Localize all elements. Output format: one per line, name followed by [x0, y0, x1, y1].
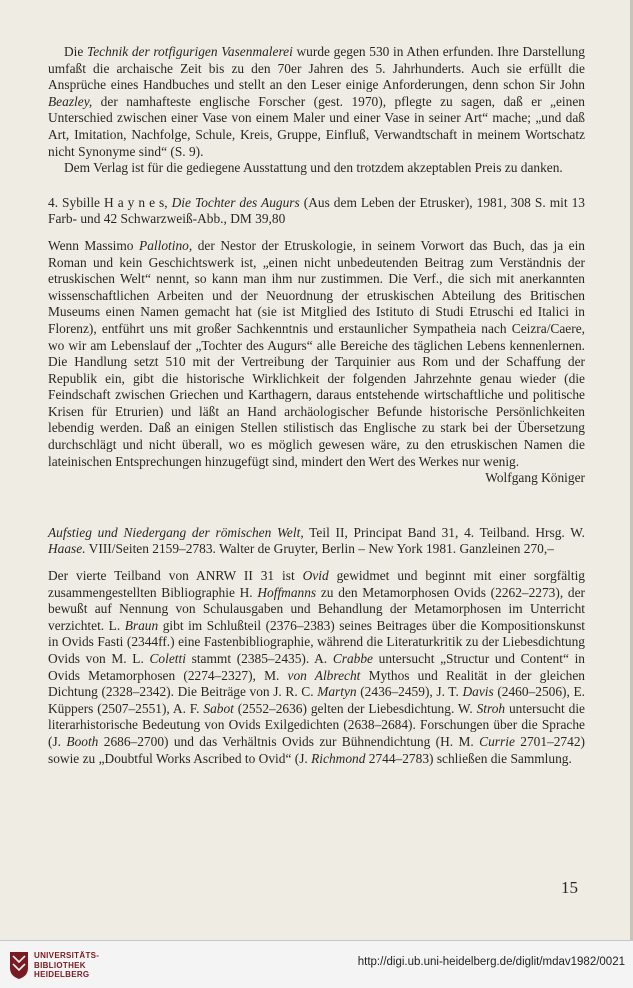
author-name: Beazley,: [48, 93, 93, 109]
text-run: (Aus dem Leben der Etrusker), 1981, 308 S. mit 13 Farb- und 42 Schwarzweiß-Abb., DM 39,80: [48, 194, 585, 227]
text-run: (2460–2506), E. Küppers (2507–2551), A. F.: [48, 684, 585, 716]
logo-line: BIBLIOTHEK: [34, 960, 86, 970]
text-run: 2686–2700) und das Verhältnis Ovids zur Bühnendichtung (H. M.: [98, 733, 480, 749]
text-run: (2436–2459), J. T.: [356, 684, 463, 700]
text-run: zu den Metamorphosen Ovids (2262–2273), der bewußt auf Nennung von Schulausgaben und Behandlung der Metamorphosen im Unterricht verzichtet. L.: [48, 584, 585, 633]
text-run: gewidmet und beginnt mit einer sorgfältig zusammengestellten Bibliographie H.: [48, 568, 585, 600]
author-name: Coletti: [149, 651, 186, 666]
logo-line: UNIVERSITÄTS-: [34, 951, 100, 960]
university-seal-icon: [8, 950, 30, 980]
text-run: untersucht „Structur und Content“ in Ovids Metamorphosen (2274–2327), M.: [48, 651, 585, 683]
text-run: 2701–2742) sowie zu „Doubtful Works Ascribed to Ovid“ (J.: [48, 733, 585, 766]
review2-body: [48, 238, 585, 470]
author-name: Ovid: [302, 568, 329, 584]
author-name: Braun: [124, 617, 159, 633]
text-run: stammt (2385–2435). A.: [185, 651, 333, 666]
author-name: Richmond: [311, 750, 366, 766]
text-run: Mythos und Realität in der gleichen Dichtung (2328–2342). Die Beiträge von J. R. C.: [48, 667, 586, 700]
text-run: VIII/Seiten 2159–2783. Walter de Gruyter, Berlin – New York 1981. Ganzleinen 270,–: [85, 541, 554, 557]
text-run: 2744–2783) schließen die Sammlung.: [365, 750, 572, 766]
review-text-block: [48, 44, 585, 767]
permalink-url[interactable]: http://digi.ub.uni-heidelberg.de/diglit/mdav1982/0021: [357, 956, 625, 968]
book-title: Aufstieg und Niedergang der römischen Welt,: [48, 524, 304, 540]
author-name: Hoffmanns: [257, 584, 317, 600]
review1-paragraph: [48, 44, 585, 160]
text-run: Teil II, Principat Band 31, 4. Teilband. Hrsg. W.: [303, 524, 585, 540]
review3-heading: [48, 525, 585, 558]
editor-name: Haase.: [48, 541, 86, 557]
viewer-footer: [0, 940, 633, 988]
review1-closing-paragraph: Dem Verlag ist für die gediegene Ausstattung und den trotzdem akzeptablen Preis zu danken.: [64, 160, 563, 176]
review3-body: [48, 568, 585, 767]
text-run: der namhafteste englische Forscher (gest. 1970), pflegte zu sagen, daß er „einen Unterschied zwischen einer Vase von einem Maler und einer Vase in seiner Art“ mache; „und daß Art, Imitation, Nachfolge, Schule, Kreis, Gruppe, Einfluß, Verwandtschaft in meinem Wortschatz nicht Synonyme sind“ (S. 9).: [48, 93, 585, 159]
author-name: Martyn: [317, 684, 357, 700]
book-title: Die Tochter des Augurs: [171, 194, 300, 210]
reviewer-signature: Wolfgang Königer: [485, 470, 585, 486]
author-name: von Albrecht: [287, 667, 361, 683]
author-name: Pallotino,: [139, 237, 193, 253]
author-name: Currie: [479, 733, 515, 749]
author-name: Davis: [462, 684, 494, 700]
text-run: (2552–2636) gelten der Liebesdichtung. W.: [233, 700, 477, 716]
text-run: Die: [64, 44, 87, 59]
author-name: Crabbe: [332, 651, 373, 666]
text-run: Der vierte Teilband von ANRW II 31 ist: [48, 568, 303, 584]
logo-line: HEIDELBERG: [34, 970, 90, 979]
text-run: gibt im Schlußteil (2376–2383) seines Beitrages über die Kompositionskunst in Ovids Fasti (2344ff.) eine Fastenbibliographie, während die Literaturkritik zu der Liebesdichtung Ovids von M. L.: [48, 617, 585, 666]
author-name: Booth: [66, 733, 99, 749]
author-name: Stroh: [476, 700, 506, 716]
text-run: 4. Sybille H a y n e s,: [48, 194, 172, 210]
book-title: Technik der rotfigurigen Vasenmalerei: [87, 44, 293, 59]
text-run: Wenn Massimo: [48, 237, 140, 253]
library-logo-text: [34, 951, 99, 980]
text-run: untersucht die literarhistorische Bedeutung von Ovids Exilgedichten (2638–2684). Forschungen über die Sprache (J.: [48, 700, 585, 749]
text-run: der Nestor der Etruskologie, in seinem Vorwort das Buch, das ja ein Roman und kein Geschichtswerk ist, „einen nicht unbedeutenden Beitrag zum Verständnis der etruskischen Welt“ nennt, so kann man ihm nur zustimmen. Die Verf., die sich mit anerkannten wissenschaftlichen Arbeiten und der Neuordnung der etruskischen Abteilung des Britischen Museums einen Namen gemacht hat (sie ist Mitglied des Istituto di Studi Etruschi ed Italici in Florenz), entführt uns mit großer Sachkenntnis und erstaunlicher Sympatheia nach Ceizra/Caere, wo wir am Lebenslauf der „Tochter des Augurs“ alle Bereiche des täglichen Lebens kennenlernen. Die Handlung setzt 510 mit der Vertreibung der Tarquinier aus Rom und der Schaffung der Republik ein, gibt die historische Wirklichkeit der folgenden Jahrzehnte genau wieder (die Feindschaft zwischen Griechen und Karthagern, daraus entstehende wirtschaftliche und politische Krisen für Etrurien) und läßt an Hand archäologischer Befunde historische Persönlichkeiten lebendig werden. Daß an einigen Stellen stilistisch das Englische zu stark bei der Übersetzung durchschlägt und nicht überall, wo es möglich gewesen wäre, zu den etruskischen Namen die lateinischen Entsprechungen hinzugefügt sind, mindert den Wert des Werkes nur wenig.: [48, 237, 585, 469]
author-name: Sabot: [203, 700, 234, 716]
review2-heading: [48, 195, 585, 228]
text-run: wurde gegen 530 in Athen erfunden. Ihre Darstellung umfaßt die archaische Zeit bis zu den 70er Jahren des 5. Jahrhunderts. Auch sie erfüllt die Ansprüche eines Handbuches und stellt an den Leser einige Anforderungen, denn schon Sir John: [48, 44, 585, 93]
page-number: 15: [561, 878, 578, 897]
